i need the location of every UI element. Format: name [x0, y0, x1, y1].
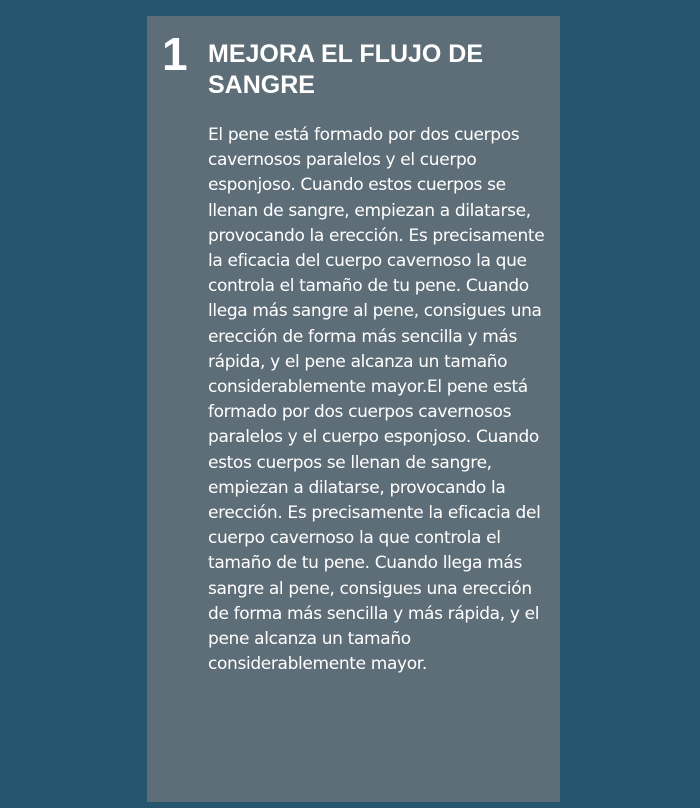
benefit-card	[147, 16, 560, 802]
benefit-description: El pene está formado por dos cuerpos cavernosos paralelos y el cuerpo esponjoso. Cuando estos cuerpos se llenan de sangre, empiezan a dilatarse, provocando la erección. Es precisamente la eficacia del cuerpo cavernoso la que controla el tamaño de tu pene. Cuando llega más sangre al pene, consigues una erección de forma más sencilla y más rápida, y el pene alcanza un tamaño considerablemente mayor.El pene está formado por dos cuerpos cavernosos paralelos y el cuerpo esponjoso. Cuando estos cuerpos se llenan de sangre, empiezan a dilatarse, provocando la erección. Es precisamente la eficacia del cuerpo cavernoso la que controla el tamaño de tu pene. Cuando llega más sangre al pene, consigues una erección de forma más sencilla y más rápida, y el pene alcanza un tamaño considerablemente mayor.	[208, 125, 545, 675]
benefit-number: 1	[162, 28, 188, 80]
benefit-title: MEJORA EL FLUJO DE SANGRE	[208, 40, 484, 99]
